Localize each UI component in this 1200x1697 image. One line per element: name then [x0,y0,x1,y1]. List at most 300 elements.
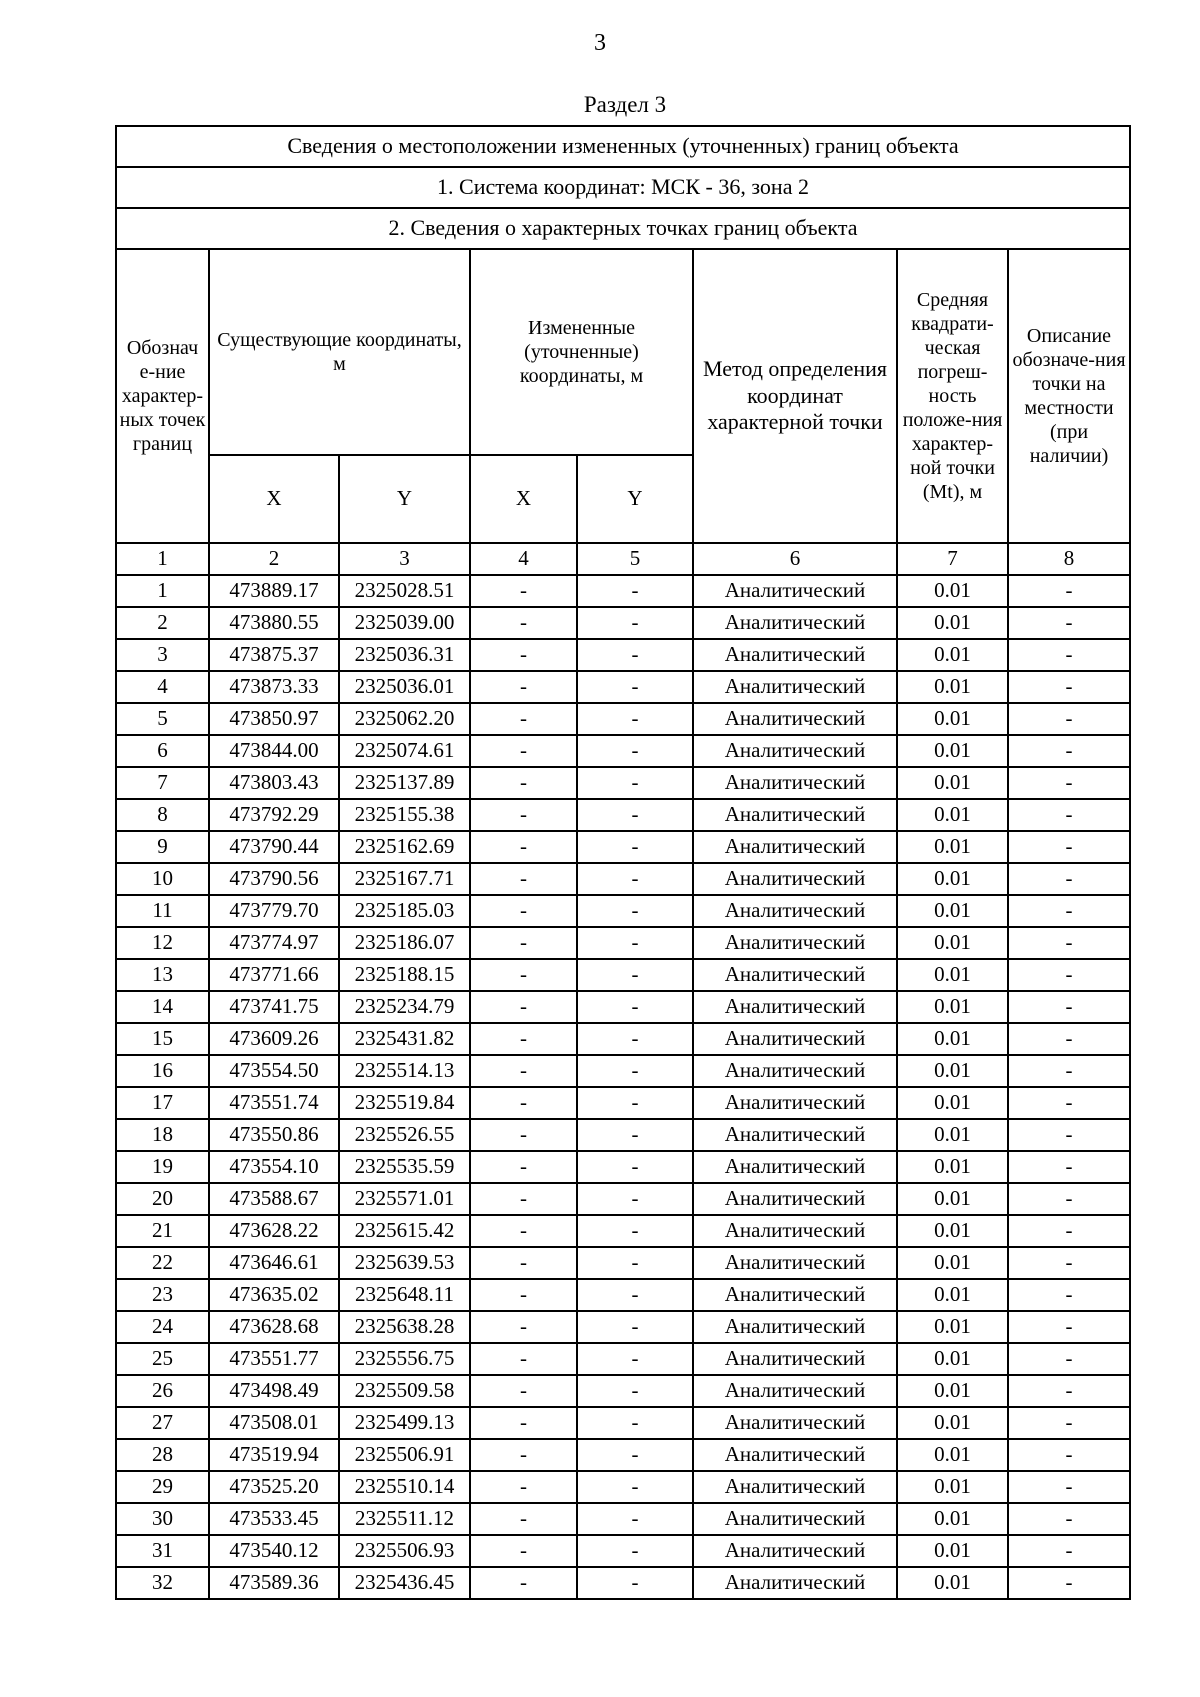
table-row [116,607,1130,639]
cell-changed-y: - [577,575,693,607]
page-number: 3 [594,30,606,56]
cell-method: Аналитический [693,1151,897,1183]
cell-description: - [1008,575,1130,607]
cell-point-number: 3 [116,639,209,671]
cell-point-number: 29 [116,1471,209,1503]
cell-description: - [1008,863,1130,895]
cell-changed-x: - [470,863,577,895]
cell-existing-x: 473792.29 [209,799,339,831]
cell-mt-error: 0.01 [897,1119,1008,1151]
cell-mt-error: 0.01 [897,1247,1008,1279]
cell-changed-x: - [470,1055,577,1087]
cell-changed-x: - [470,1503,577,1535]
cell-description: - [1008,799,1130,831]
cell-mt-error: 0.01 [897,991,1008,1023]
cell-description: - [1008,991,1130,1023]
cell-changed-y: - [577,1567,693,1599]
cell-method: Аналитический [693,703,897,735]
cell-existing-x: 473875.37 [209,639,339,671]
cell-mt-error: 0.01 [897,1311,1008,1343]
cell-changed-y: - [577,1439,693,1471]
cell-point-number: 16 [116,1055,209,1087]
cell-changed-y: - [577,671,693,703]
header-mt-error: Средняя квадрати-ческая погреш-ность положе-ния характер-ной точки (Mt), м [897,249,1008,543]
cell-mt-error: 0.01 [897,1375,1008,1407]
cell-existing-y: 2325499.13 [339,1407,470,1439]
cell-point-number: 1 [116,575,209,607]
column-number: 8 [1008,543,1130,575]
cell-changed-y: - [577,1023,693,1055]
table-row [116,799,1130,831]
column-number: 3 [339,543,470,575]
cell-existing-y: 2325155.38 [339,799,470,831]
cell-changed-y: - [577,1471,693,1503]
cell-method: Аналитический [693,767,897,799]
cell-existing-y: 2325188.15 [339,959,470,991]
cell-existing-x: 473554.10 [209,1151,339,1183]
table-row [116,1247,1130,1279]
cell-existing-x: 473850.97 [209,703,339,735]
column-number: 4 [470,543,577,575]
cell-point-number: 10 [116,863,209,895]
column-number: 7 [897,543,1008,575]
cell-method: Аналитический [693,735,897,767]
cell-existing-y: 2325509.58 [339,1375,470,1407]
cell-description: - [1008,1471,1130,1503]
header-changed-y: Y [577,455,693,543]
cell-description: - [1008,1151,1130,1183]
cell-changed-x: - [470,959,577,991]
cell-existing-y: 2325535.59 [339,1151,470,1183]
cell-mt-error: 0.01 [897,1023,1008,1055]
header-description: Описание обозначе-ния точки на местности (при наличии) [1008,249,1130,543]
cell-method: Аналитический [693,1087,897,1119]
table-row [116,1471,1130,1503]
column-number: 2 [209,543,339,575]
table-title: Сведения о местоположении измененных (уточненных) границ объекта [116,126,1130,167]
table-row [116,767,1130,799]
cell-existing-y: 2325511.12 [339,1503,470,1535]
header-method: Метод определения координат характерной точки [693,249,897,543]
cell-mt-error: 0.01 [897,959,1008,991]
table-row [116,959,1130,991]
cell-existing-y: 2325186.07 [339,927,470,959]
cell-existing-y: 2325039.00 [339,607,470,639]
cell-point-number: 11 [116,895,209,927]
cell-existing-x: 473540.12 [209,1535,339,1567]
cell-point-number: 4 [116,671,209,703]
cell-method: Аналитический [693,1215,897,1247]
cell-existing-y: 2325506.91 [339,1439,470,1471]
table-row [116,1439,1130,1471]
cell-point-number: 2 [116,607,209,639]
cell-changed-x: - [470,1439,577,1471]
cell-changed-x: - [470,735,577,767]
cell-changed-y: - [577,1119,693,1151]
cell-existing-y: 2325028.51 [339,575,470,607]
points-heading: 2. Сведения о характерных точках границ объекта [116,208,1130,249]
cell-mt-error: 0.01 [897,735,1008,767]
cell-changed-y: - [577,1407,693,1439]
cell-existing-x: 473646.61 [209,1247,339,1279]
cell-mt-error: 0.01 [897,671,1008,703]
cell-description: - [1008,1119,1130,1151]
cell-existing-y: 2325571.01 [339,1183,470,1215]
table-row [116,1215,1130,1247]
cell-changed-y: - [577,1311,693,1343]
cell-point-number: 13 [116,959,209,991]
cell-description: - [1008,735,1130,767]
table-row [116,1535,1130,1567]
cell-description: - [1008,1343,1130,1375]
cell-mt-error: 0.01 [897,1279,1008,1311]
cell-changed-y: - [577,1055,693,1087]
table-row [116,1119,1130,1151]
cell-description: - [1008,1247,1130,1279]
header-changed-x: X [470,455,577,543]
cell-description: - [1008,1023,1130,1055]
cell-changed-x: - [470,639,577,671]
cell-existing-x: 473628.68 [209,1311,339,1343]
cell-existing-x: 473498.49 [209,1375,339,1407]
cell-existing-y: 2325185.03 [339,895,470,927]
cell-existing-x: 473771.66 [209,959,339,991]
cell-existing-x: 473779.70 [209,895,339,927]
cell-existing-y: 2325506.93 [339,1535,470,1567]
table-row [116,1407,1130,1439]
cell-changed-x: - [470,1535,577,1567]
cell-changed-x: - [470,1279,577,1311]
cell-changed-x: - [470,1311,577,1343]
cell-existing-y: 2325639.53 [339,1247,470,1279]
cell-point-number: 31 [116,1535,209,1567]
cell-changed-x: - [470,991,577,1023]
cell-method: Аналитический [693,1503,897,1535]
section-title: Раздел 3 [583,92,667,117]
cell-existing-x: 473790.56 [209,863,339,895]
table-row [116,671,1130,703]
table-row [116,1279,1130,1311]
cell-changed-y: - [577,1087,693,1119]
cell-mt-error: 0.01 [897,639,1008,671]
cell-existing-x: 473880.55 [209,607,339,639]
cell-existing-x: 473790.44 [209,831,339,863]
cell-description: - [1008,607,1130,639]
cell-existing-y: 2325167.71 [339,863,470,895]
table-row [116,1311,1130,1343]
cell-method: Аналитический [693,1055,897,1087]
cell-changed-x: - [470,1023,577,1055]
cell-description: - [1008,671,1130,703]
cell-changed-x: - [470,895,577,927]
cell-changed-y: - [577,703,693,735]
cell-existing-y: 2325556.75 [339,1343,470,1375]
cell-existing-x: 473551.74 [209,1087,339,1119]
cell-point-number: 27 [116,1407,209,1439]
cell-changed-y: - [577,895,693,927]
cell-point-number: 21 [116,1215,209,1247]
cell-point-number: 22 [116,1247,209,1279]
cell-existing-x: 473774.97 [209,927,339,959]
cell-mt-error: 0.01 [897,799,1008,831]
cell-point-number: 14 [116,991,209,1023]
table-row [116,991,1130,1023]
cell-changed-y: - [577,991,693,1023]
table-row [116,1151,1130,1183]
cell-point-number: 18 [116,1119,209,1151]
cell-existing-y: 2325514.13 [339,1055,470,1087]
table-row [116,703,1130,735]
cell-point-number: 15 [116,1023,209,1055]
cell-point-number: 25 [116,1343,209,1375]
cell-method: Аналитический [693,1183,897,1215]
cell-changed-x: - [470,1247,577,1279]
table-row [116,927,1130,959]
cell-point-number: 7 [116,767,209,799]
cell-method: Аналитический [693,1119,897,1151]
table-row [116,1055,1130,1087]
table-row [116,1503,1130,1535]
cell-changed-x: - [470,799,577,831]
cell-mt-error: 0.01 [897,863,1008,895]
cell-changed-x: - [470,575,577,607]
cell-changed-y: - [577,1183,693,1215]
cell-mt-error: 0.01 [897,1439,1008,1471]
cell-mt-error: 0.01 [897,607,1008,639]
cell-existing-x: 473525.20 [209,1471,339,1503]
cell-description: - [1008,959,1130,991]
cell-method: Аналитический [693,639,897,671]
cell-mt-error: 0.01 [897,1055,1008,1087]
cell-point-number: 30 [116,1503,209,1535]
cell-method: Аналитический [693,1535,897,1567]
cell-existing-y: 2325431.82 [339,1023,470,1055]
cell-changed-y: - [577,1247,693,1279]
cell-point-number: 19 [116,1151,209,1183]
cell-method: Аналитический [693,1567,897,1599]
cell-method: Аналитический [693,1311,897,1343]
cell-method: Аналитический [693,927,897,959]
cell-point-number: 32 [116,1567,209,1599]
coordinate-system: 1. Система координат: МСК - 36, зона 2 [116,167,1130,208]
cell-point-number: 6 [116,735,209,767]
cell-changed-y: - [577,959,693,991]
cell-existing-x: 473741.75 [209,991,339,1023]
cell-changed-y: - [577,607,693,639]
cell-changed-y: - [577,767,693,799]
cell-description: - [1008,1279,1130,1311]
cell-existing-x: 473844.00 [209,735,339,767]
cell-existing-x: 473519.94 [209,1439,339,1471]
cell-existing-x: 473803.43 [209,767,339,799]
cell-method: Аналитический [693,607,897,639]
cell-description: - [1008,1503,1130,1535]
header-existing-coords: Существующие координаты, м [209,249,470,455]
cell-changed-y: - [577,927,693,959]
cell-changed-x: - [470,703,577,735]
cell-changed-x: - [470,1407,577,1439]
cell-existing-x: 473889.17 [209,575,339,607]
cell-existing-y: 2325436.45 [339,1567,470,1599]
cell-existing-y: 2325137.89 [339,767,470,799]
header-point-designation: Обознач е-ние характер-ных точек границ [116,249,209,543]
cell-mt-error: 0.01 [897,575,1008,607]
cell-point-number: 17 [116,1087,209,1119]
cell-changed-x: - [470,671,577,703]
cell-mt-error: 0.01 [897,895,1008,927]
cell-existing-x: 473628.22 [209,1215,339,1247]
cell-method: Аналитический [693,575,897,607]
cell-existing-x: 473508.01 [209,1407,339,1439]
header-changed-coords: Измененные (уточненные) координаты, м [470,249,693,455]
cell-mt-error: 0.01 [897,1503,1008,1535]
table-row [116,1183,1130,1215]
cell-existing-x: 473609.26 [209,1023,339,1055]
cell-point-number: 28 [116,1439,209,1471]
cell-existing-x: 473589.36 [209,1567,339,1599]
cell-description: - [1008,1183,1130,1215]
cell-existing-x: 473533.45 [209,1503,339,1535]
cell-existing-y: 2325526.55 [339,1119,470,1151]
column-number: 6 [693,543,897,575]
cell-method: Аналитический [693,1247,897,1279]
cell-mt-error: 0.01 [897,927,1008,959]
table-row [116,895,1130,927]
cell-mt-error: 0.01 [897,1215,1008,1247]
cell-point-number: 24 [116,1311,209,1343]
cell-description: - [1008,767,1130,799]
table-row [116,831,1130,863]
cell-method: Аналитический [693,1471,897,1503]
cell-existing-x: 473635.02 [209,1279,339,1311]
column-number: 1 [116,543,209,575]
cell-changed-x: - [470,607,577,639]
cell-method: Аналитический [693,863,897,895]
cell-method: Аналитический [693,1279,897,1311]
cell-existing-y: 2325062.20 [339,703,470,735]
cell-point-number: 26 [116,1375,209,1407]
cell-mt-error: 0.01 [897,1407,1008,1439]
cell-point-number: 9 [116,831,209,863]
cell-existing-x: 473551.77 [209,1343,339,1375]
cell-existing-y: 2325510.14 [339,1471,470,1503]
cell-mt-error: 0.01 [897,1183,1008,1215]
cell-changed-y: - [577,831,693,863]
cell-description: - [1008,831,1130,863]
cell-mt-error: 0.01 [897,1471,1008,1503]
cell-description: - [1008,1215,1130,1247]
table-row [116,1023,1130,1055]
cell-changed-x: - [470,1183,577,1215]
cell-changed-y: - [577,1215,693,1247]
cell-changed-y: - [577,799,693,831]
cell-existing-x: 473550.86 [209,1119,339,1151]
boundary-points-table [115,125,1131,1600]
cell-existing-x: 473873.33 [209,671,339,703]
cell-changed-y: - [577,1375,693,1407]
cell-description: - [1008,1311,1130,1343]
table-row [116,639,1130,671]
cell-changed-x: - [470,831,577,863]
cell-description: - [1008,927,1130,959]
cell-changed-y: - [577,639,693,671]
cell-method: Аналитический [693,959,897,991]
cell-point-number: 12 [116,927,209,959]
table-row [116,1375,1130,1407]
cell-point-number: 5 [116,703,209,735]
cell-method: Аналитический [693,895,897,927]
table-row [116,1087,1130,1119]
cell-changed-x: - [470,1215,577,1247]
cell-description: - [1008,895,1130,927]
cell-existing-y: 2325036.31 [339,639,470,671]
cell-mt-error: 0.01 [897,1087,1008,1119]
cell-point-number: 8 [116,799,209,831]
cell-method: Аналитический [693,991,897,1023]
cell-existing-y: 2325234.79 [339,991,470,1023]
cell-changed-x: - [470,927,577,959]
cell-description: - [1008,1567,1130,1599]
cell-description: - [1008,1055,1130,1087]
cell-existing-y: 2325074.61 [339,735,470,767]
cell-method: Аналитический [693,1439,897,1471]
cell-mt-error: 0.01 [897,703,1008,735]
cell-mt-error: 0.01 [897,1567,1008,1599]
cell-changed-x: - [470,1151,577,1183]
cell-changed-x: - [470,1567,577,1599]
cell-mt-error: 0.01 [897,1151,1008,1183]
table-row [116,735,1130,767]
header-existing-y: Y [339,455,470,543]
cell-existing-x: 473554.50 [209,1055,339,1087]
cell-changed-y: - [577,863,693,895]
cell-description: - [1008,1407,1130,1439]
column-number-row [116,543,1130,575]
cell-changed-y: - [577,1343,693,1375]
cell-point-number: 20 [116,1183,209,1215]
cell-existing-y: 2325036.01 [339,671,470,703]
cell-mt-error: 0.01 [897,767,1008,799]
cell-method: Аналитический [693,1407,897,1439]
cell-existing-y: 2325648.11 [339,1279,470,1311]
cell-method: Аналитический [693,799,897,831]
cell-method: Аналитический [693,831,897,863]
cell-method: Аналитический [693,1023,897,1055]
table-row [116,575,1130,607]
cell-mt-error: 0.01 [897,831,1008,863]
cell-changed-y: - [577,735,693,767]
table-row [116,1567,1130,1599]
cell-existing-y: 2325615.42 [339,1215,470,1247]
cell-changed-y: - [577,1535,693,1567]
cell-existing-y: 2325638.28 [339,1311,470,1343]
cell-existing-x: 473588.67 [209,1183,339,1215]
cell-method: Аналитический [693,1375,897,1407]
cell-point-number: 23 [116,1279,209,1311]
cell-changed-x: - [470,1119,577,1151]
cell-description: - [1008,639,1130,671]
cell-description: - [1008,703,1130,735]
cell-changed-x: - [470,1471,577,1503]
cell-method: Аналитический [693,1343,897,1375]
cell-description: - [1008,1375,1130,1407]
cell-changed-x: - [470,1375,577,1407]
cell-description: - [1008,1087,1130,1119]
cell-mt-error: 0.01 [897,1535,1008,1567]
header-existing-x: X [209,455,339,543]
cell-changed-x: - [470,1087,577,1119]
column-number: 5 [577,543,693,575]
